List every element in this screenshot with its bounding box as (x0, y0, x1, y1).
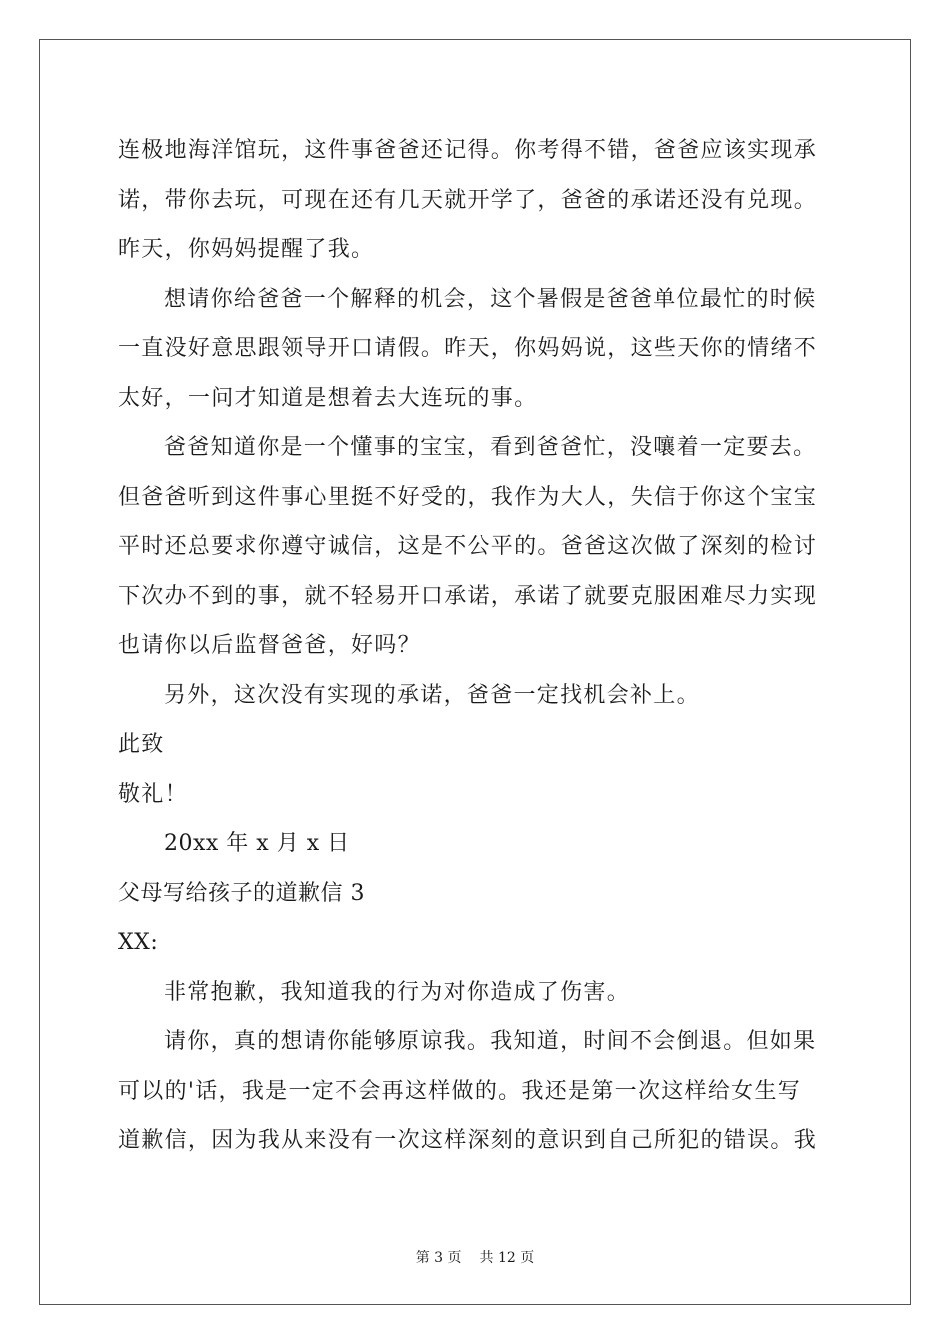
text-line: 下次办不到的事，就不轻易开口承诺，承诺了就要克服困难尽力实现 (118, 583, 818, 609)
text-line: 一直没好意思跟领导开口请假。昨天，你妈妈说，这些天你的情绪不 (118, 336, 818, 361)
page-footer (0, 1247, 950, 1267)
letter-date: 20xx 年 x 月 x 日 (164, 831, 350, 856)
text-line: 可以的'话，我是一定不会再这样做的。我还是第一次这样给女生写 (118, 1078, 802, 1104)
text-line: 诺，带你去玩，可现在还有几天就开学了，爸爸的承诺还没有兑现。 (118, 187, 818, 213)
text-line: 太好，一问才知道是想着去大连玩的事。 (118, 385, 538, 411)
closing-salutation: 此致 (118, 732, 165, 757)
text-line: 道歉信，因为我从来没有一次这样深刻的意识到自己所犯的错误。我 (118, 1128, 818, 1153)
paragraph-start: 非常抱歉，我知道我的行为对你造成了伤害。 (164, 979, 631, 1005)
paragraph-start: 另外，这次没有实现的承诺，爸爸一定找机会补上。 (164, 682, 700, 708)
page-number: 第 3 页 (415, 1250, 462, 1266)
text-line: 但爸爸听到这件事心里挺不好受的，我作为大人，失信于你这个宝宝 (118, 484, 818, 510)
page-total: 共 12 页 (479, 1250, 535, 1266)
text-line: 昨天，你妈妈提醒了我。 (118, 237, 375, 262)
section-title: 父母写给孩子的道歉信 3 (118, 880, 365, 906)
closing-regards: 敬礼！ (118, 781, 188, 807)
letter-recipient: XX: (118, 930, 159, 955)
text-line: 连极地海洋馆玩，这件事爸爸还记得。你考得不错，爸爸应该实现承 (118, 138, 818, 163)
paragraph-start: 想请你给爸爸一个解释的机会，这个暑假是爸爸单位最忙的时候 (164, 286, 817, 312)
paragraph-start: 请你，真的想请你能够原谅我。我知道，时间不会倒退。但如果 (164, 1029, 817, 1054)
document-body (118, 126, 834, 1166)
text-line: 也请你以后监督爸爸，好吗？ (118, 633, 421, 658)
paragraph-start: 爸爸知道你是一个懂事的宝宝，看到爸爸忙，没嚷着一定要去。 (164, 435, 817, 460)
text-line: 平时还总要求你遵守诚信，这是不公平的。爸爸这次做了深刻的检讨 (118, 534, 818, 559)
